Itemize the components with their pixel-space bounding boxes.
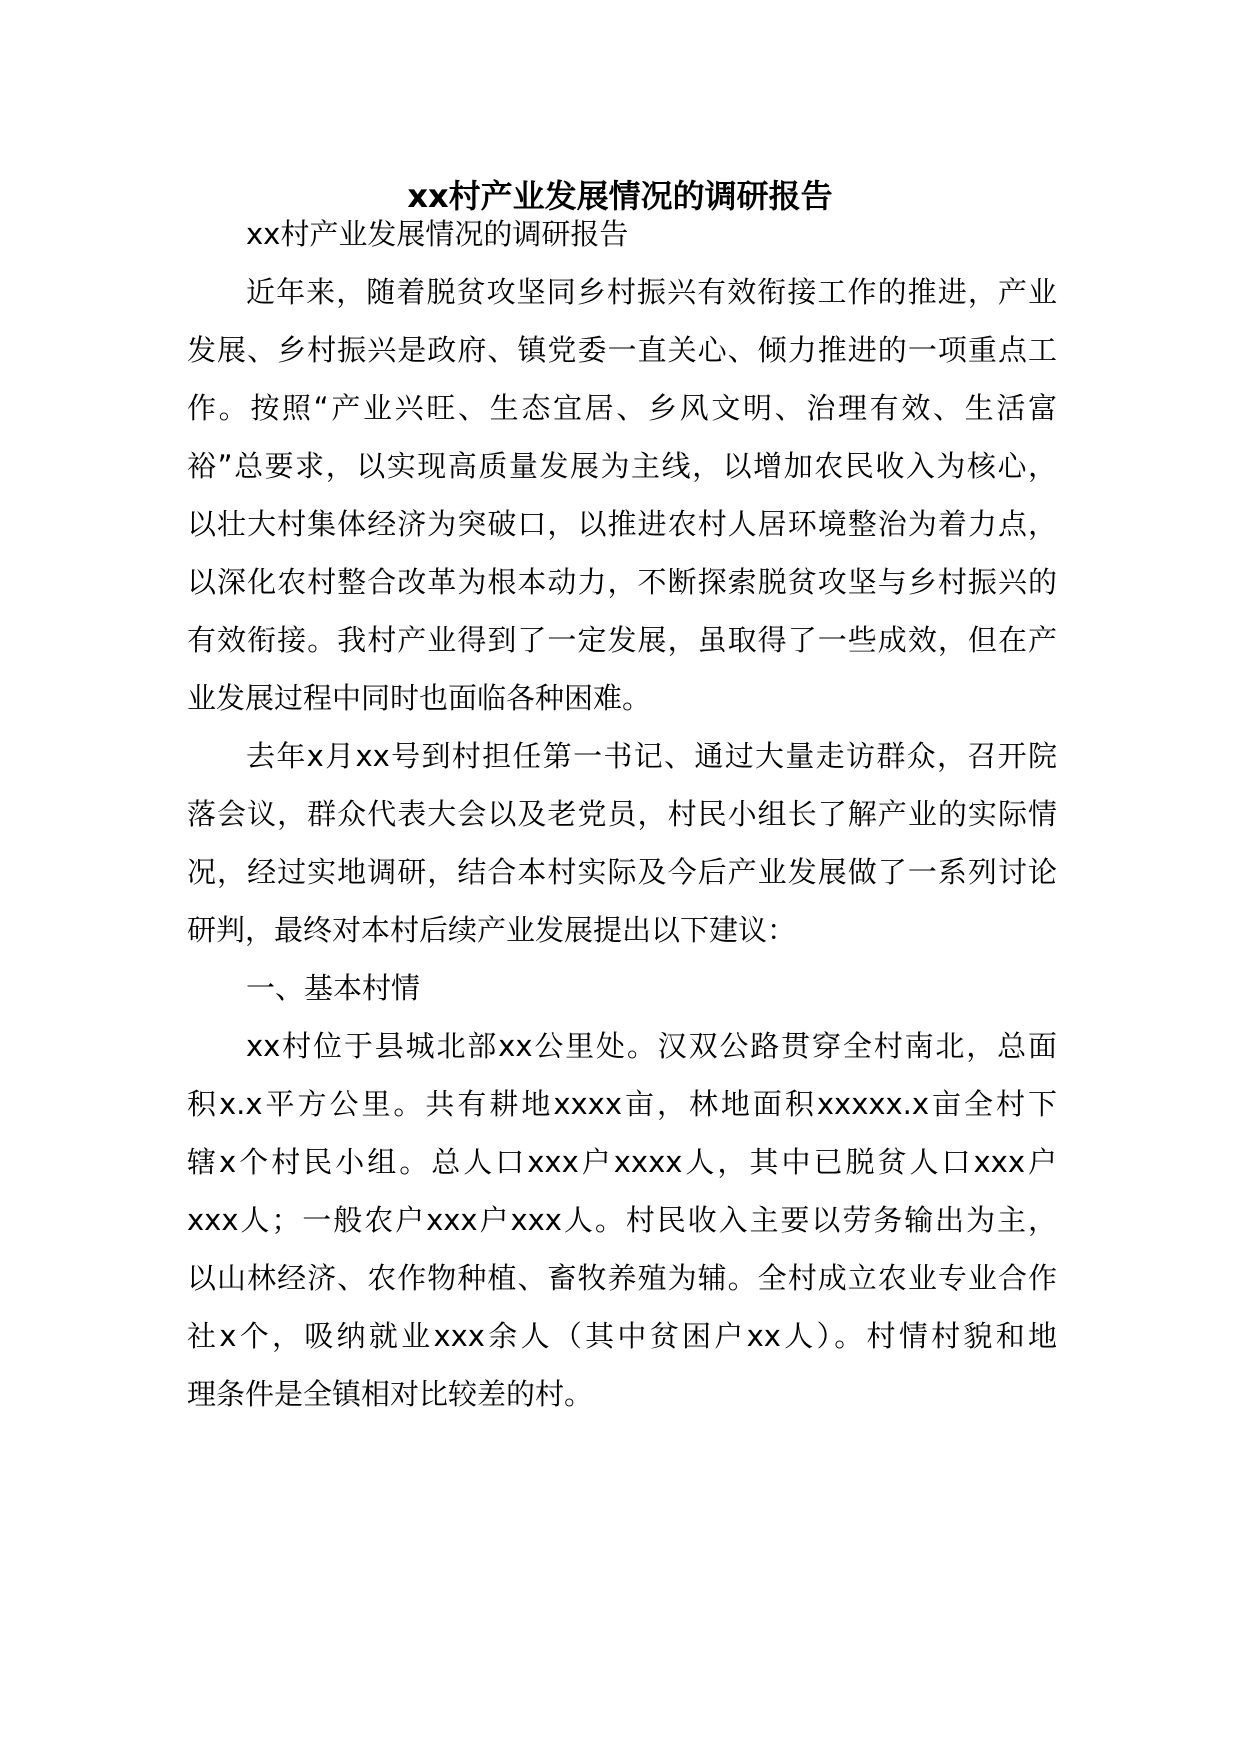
document-title: xx村产业发展情况的调研报告 (407, 177, 833, 215)
paragraph-line: 作。按照“产业兴旺、生态宜居、乡风文明、治理有效、生活富 (187, 391, 1057, 425)
paragraph-line: 辖x个村民小组。总人口xxx户xxxx人，其中已脱贫人口xxx户 (187, 1145, 1057, 1179)
paragraph-line: 去年x月xx号到村担任第一书记、通过大量走访群众，召开院 (246, 739, 1057, 773)
paragraph-line: xxx人；一般农户xxx户xxx人。村民收入主要以劳务输出为主， (187, 1203, 1057, 1237)
paragraph-line: xx村位于县城北部xx公里处。汉双公路贯穿全村南北，总面 (246, 1029, 1057, 1063)
paragraph-line: 以深化农村整合改革为根本动力，不断探索脱贫攻坚与乡村振兴的 (187, 565, 1057, 599)
paragraph-line: 以壮大村集体经济为突破口，以推进农村人居环境整治为着力点， (187, 507, 1057, 541)
paragraph-line: 近年来，随着脱贫攻坚同乡村振兴有效衔接工作的推进，产业 (246, 275, 1057, 309)
section-heading-basic-info: 一、基本村情 (246, 971, 421, 1005)
paragraph-line: 裕”总要求，以实现高质量发展为主线，以增加农民收入为核心， (187, 449, 1057, 483)
paragraph-line: 落会议，群众代表大会以及老党员，村民小组长了解产业的实际情 (187, 797, 1057, 831)
paragraph-line: 以山林经济、农作物种植、畜牧养殖为辅。全村成立农业专业合作 (187, 1261, 1057, 1295)
paragraph-line: 况，经过实地调研，结合本村实际及今后产业发展做了一系列讨论 (187, 855, 1057, 889)
paragraph-line: 理条件是全镇相对比较差的村。 (187, 1377, 594, 1411)
paragraph-line: 有效衔接。我村产业得到了一定发展，虽取得了一些成效，但在产 (187, 623, 1057, 657)
paragraph-line: 发展、乡村振兴是政府、镇党委一直关心、倾力推进的一项重点工 (187, 333, 1057, 367)
paragraph-line: 业发展过程中同时也面临各种困难。 (187, 681, 652, 715)
paragraph-line: 研判，最终对本村后续产业发展提出以下建议： (187, 913, 797, 947)
paragraph-line: 积x.x平方公里。共有耕地xxxx亩，林地面积xxxxx.x亩全村下 (187, 1087, 1057, 1121)
paragraph-line: 社x个，吸纳就业xxx余人（其中贫困户xx人）。村情村貌和地 (187, 1319, 1057, 1353)
document-subtitle: xx村产业发展情况的调研报告 (246, 217, 629, 251)
